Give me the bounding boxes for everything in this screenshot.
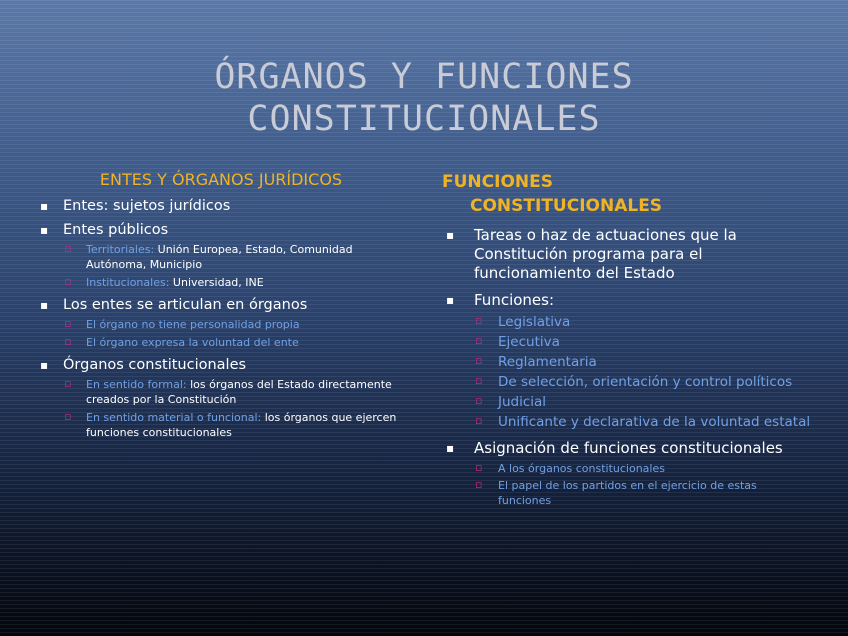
function-item: ▫ Unificante y declarativa de la voluntad estatal	[474, 413, 812, 431]
left-heading: ENTES Y ÓRGANOS JURÍDICOS	[99, 170, 343, 189]
functions-list	[474, 313, 812, 431]
right-heading-line-2: CONSTITUCIONALES	[470, 196, 663, 216]
left-bullet-3-text: Los entes se articulan en órganos	[63, 297, 308, 313]
slide-title	[0, 56, 848, 140]
function-item: ▫ De selección, orientación y control políticos	[474, 373, 812, 391]
left-sub-institucionales	[63, 275, 406, 290]
left-sub-territoriales	[63, 242, 406, 272]
sub-text: los órganos del Estado directamente creados por la Constitución	[86, 378, 392, 406]
sub-label: Institucionales:	[86, 276, 170, 289]
left-column	[36, 170, 406, 446]
left-sub-formal	[63, 377, 406, 407]
right-bullet-1: ▪ Tareas o haz de actuaciones que la Constitución programa para el funcionamiento del Estado	[442, 226, 812, 283]
left-sub-voluntad: ▫ El órgano expresa la voluntad del ente	[63, 335, 406, 350]
sub-label: Territoriales:	[86, 243, 155, 256]
right-bullet-list	[442, 226, 812, 508]
left-sub-personalidad: ▫ El órgano no tiene personalidad propia	[63, 317, 406, 332]
right-sub-organos: ▫ A los órganos constitucionales	[474, 461, 812, 476]
right-heading-line-1: FUNCIONES	[442, 172, 553, 192]
right-heading	[442, 170, 812, 218]
sub-label: En sentido formal:	[86, 378, 187, 391]
left-bullet-list	[36, 197, 406, 440]
right-bullet-3	[442, 439, 812, 508]
title-line-2: CONSTITUCIONALES	[247, 99, 601, 139]
sub-text: los órganos que ejercen funciones constitucionales	[86, 411, 397, 439]
function-item: ▫ Reglamentaria	[474, 353, 812, 371]
function-item: ▫ Judicial	[474, 393, 812, 411]
left-bullet-4-text: Órganos constitucionales	[63, 357, 247, 373]
left-bullet-2	[36, 221, 406, 290]
right-bullet-3-sublist	[474, 461, 812, 508]
function-item: ▫ Ejecutiva	[474, 333, 812, 351]
right-bullet-2-text: Funciones:	[474, 291, 555, 309]
right-column	[442, 170, 812, 516]
left-bullet-2-text: Entes públicos	[63, 222, 169, 238]
sub-text: Unión Europea, Estado, Comunidad Autónoma, Municipio	[86, 243, 353, 271]
sub-label: En sentido material o funcional:	[86, 411, 262, 424]
sub-text: Universidad, INE	[169, 276, 264, 289]
right-bullet-3-text: Asignación de funciones constitucionales	[474, 439, 783, 457]
left-bullet-3	[36, 296, 406, 350]
left-bullet-1: ▪ Entes: sujetos jurídicos	[36, 197, 406, 215]
function-item: ▫ Legislativa	[474, 313, 812, 331]
right-bullet-2	[442, 291, 812, 431]
right-sub-partidos: ▫ El papel de los partidos en el ejercicio de estas funciones	[474, 478, 812, 508]
left-bullet-3-sublist	[63, 317, 406, 350]
left-sub-material	[63, 410, 406, 440]
left-bullet-4	[36, 356, 406, 440]
left-bullet-2-sublist	[63, 242, 406, 290]
left-bullet-4-sublist	[63, 377, 406, 440]
title-line-1: ÓRGANOS Y FUNCIONES	[214, 57, 634, 97]
